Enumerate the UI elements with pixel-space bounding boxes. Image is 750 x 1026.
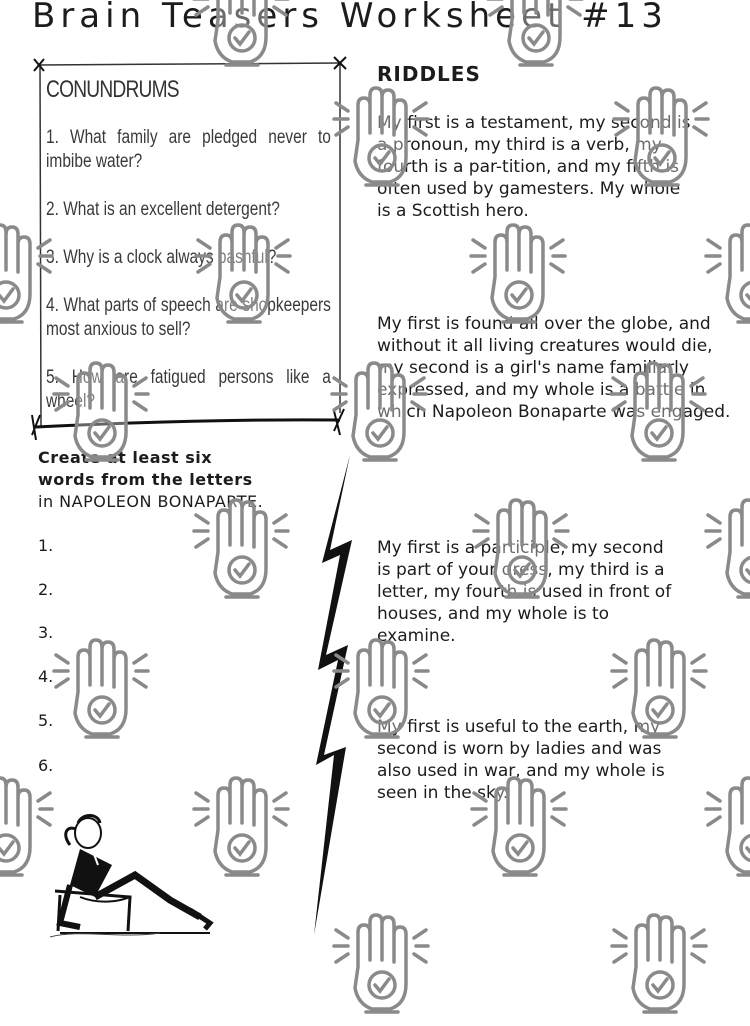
riddle-4: My first is useful to the earth, my second is worn by ladies and was also used in war, and my whole is seen in the sky. (377, 717, 665, 803)
raised-hand-checkmark-icon (48, 637, 148, 747)
answer-number-6: 6. (38, 756, 54, 775)
conundrum-item: 3. Why is a clock always bashful? (46, 247, 277, 268)
riddle-3: My first is a participle, my second is part of your dress, my third is a letter, my fourth is used in front of houses, and my whole is to examine. (377, 538, 672, 646)
word-task-line: in (38, 492, 60, 511)
raised-hand-checkmark-icon (188, 497, 288, 607)
conundrum-item: 4. What parts of speech are shopkeepers most anxious to sell? (46, 295, 331, 340)
riddle-1: My first is a testament, my second is a pronoun, my third is a verb, my fourth is a par-tition, and my fifth is often used by gamesters. My whole is a Scottish hero. (377, 113, 691, 221)
conundrum-item: 5. How are fatigued persons like a wheel? (46, 367, 331, 412)
napoleon-illustration (40, 805, 220, 940)
word-task-emphasis: NAPOLEON BONAPARTE. (59, 492, 264, 511)
conundrum-item: 1. What family are pledged never to imbibe water? (46, 127, 331, 172)
raised-hand-checkmark-icon (606, 912, 706, 1022)
answer-number-4: 4. (38, 667, 54, 686)
raised-hand-checkmark-icon (700, 775, 750, 885)
riddle-2: My first is found all over the globe, and without it all living creatures would die, my second is a girl's name familiarly expressed, and my whole is a battle in which Napoleon Bonaparte was engaged. (377, 314, 731, 422)
word-task-instructions (38, 447, 338, 513)
raised-hand-checkmark-icon (700, 497, 750, 607)
worksheet-title: Brain Teasers Worksheet #13 (32, 0, 668, 36)
answer-number-1: 1. (38, 536, 54, 555)
riddles-heading: RIDDLES (377, 62, 481, 86)
word-task-line: words from the letters (38, 470, 253, 489)
conundrum-item: 2. What is an excellent detergent? (46, 199, 280, 220)
answer-number-2: 2. (38, 580, 54, 599)
conundrums-list (46, 126, 331, 438)
answer-number-3: 3. (38, 623, 54, 642)
conundrums-heading: CONUNDRUMS (46, 76, 179, 103)
lightning-bolt-divider (312, 455, 362, 935)
word-task-line: Create at least six (38, 448, 213, 467)
answer-number-5: 5. (38, 711, 54, 730)
